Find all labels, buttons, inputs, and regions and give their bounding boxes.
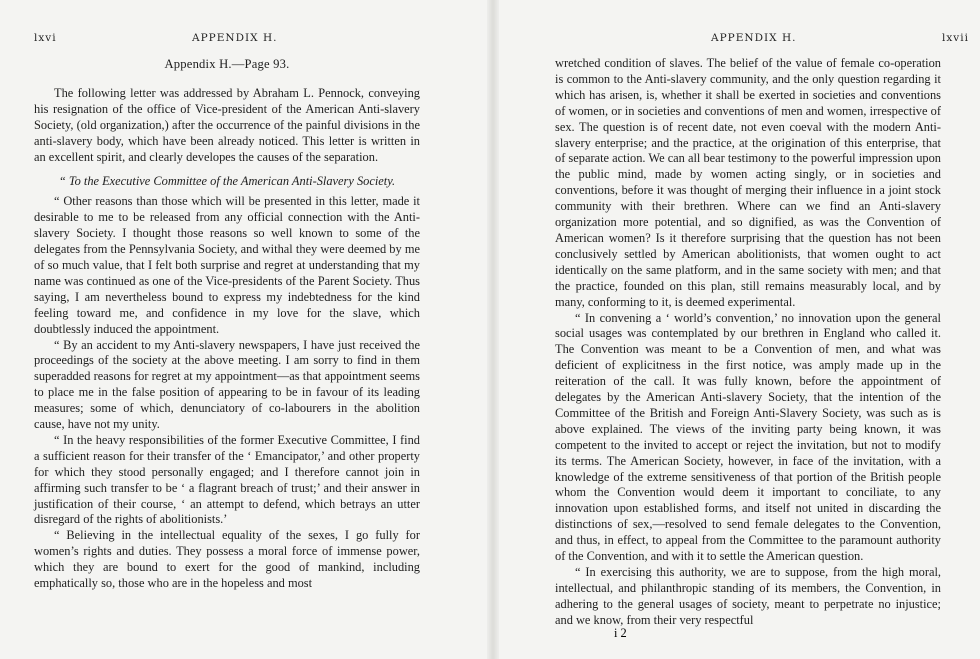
right-page xyxy=(499,0,980,659)
right-text-column xyxy=(555,56,941,629)
intro-paragraph: The following letter was addressed by Abraham L. Pennock, conveying his resignation of the office of Vice-president of the American Anti-slavery Society, (old organization,) after the occurrence of the painful divisions in the anti-slavery body, which have been already noticed. This letter is written in an excellent spirit, and clearly developes the causes of the separation. xyxy=(34,85,420,164)
left-page xyxy=(0,0,487,659)
left-running-head: APPENDIX H. xyxy=(192,32,278,44)
letter-paragraph: “ In exercising this authority, we are to suppose, from the high moral, intellectual, and philanthropic standing of its members, the Convention, in adhering to the general usages of society, meant to perpetrate no injustice; and we know, from their very respectful xyxy=(555,565,941,627)
signature-mark: i 2 xyxy=(614,626,627,640)
right-page-number: lxvii xyxy=(942,32,969,44)
letter-paragraph: “ In convening a ‘ world’s convention,’ no innovation upon the general social usages was contemplated by our brethren in England who called it. The Convention was meant to be a Convention of men, and what was deficient of explicitness in the first notice, was amply made up in the reiteration of the call. It was fully known, before the appointment of delegates by the American Anti-slavery Society, that the intention of the Committee of the British and Foreign Anti-Slavery Society, was such as is above explained. The views of the inviting party being known, it was competent to the invited to accept or reject the invitation, but not to modify its terms. The American Society, however, in face of the invitation, with a knowledge of the extreme sensitiveness of that portion of the British people whom the Convention would deem it important to conciliate, to any innovation upon established forms, and itself not united in discarding the distinctions of sex,—resolved to send female delegates to the Convention, and thus, in effect, to appeal from the Committee to the paramount authority of the Convention, and with it to settle the American question. xyxy=(555,310,941,564)
appendix-heading: Appendix H.—Page 93. xyxy=(164,57,290,71)
letter-paragraph: “ In the heavy responsibilities of the former Executive Committee, I find a sufficient reason for their transfer of the ‘ Emancipator,’ and other property for which they stood personally engaged; and I therefore cannot join in affirming such transfer to be ‘ a flagrant breach of trust;’ and their answer in justification of their course, ‘ an attempt to defend, which betrays an utter disregard of the rights of abolitionists.’ xyxy=(34,432,420,527)
letter-addressee: “ To the Executive Committee of the American Anti-Slavery Society. xyxy=(58,174,396,189)
right-running-head: APPENDIX H. xyxy=(711,32,797,44)
book-gutter xyxy=(487,0,499,659)
left-text-column xyxy=(34,57,420,592)
letter-paragraph: wretched condition of slaves. The belief of the value of female co-operation is common to the Anti-slavery community, and the only question regarding it which has arisen, is, whether it shall be exerted in societies and conventions of women, or in societies and conventions of men and women, irrespective of sex. The question is of recent date, not even coeval with the modern Anti-slavery enterprise; and the practice, at the origination of this enterprise, that of separate action. We can all bear testimony to the powerful impression upon the public mind, made by women acting singly, or in societies and conventions, before it was thought of merging their influence in a joint stock community with their brethren. Where can we find an Anti-slavery organization more potential, and so dignified, as was the Convention of American women? Is it therefore surprising that the question has not been conclusively settled by American abolitionists, that women ought to act identically on the same platform, and in the same society with men; and that the practice, founded on this plan, still remains measurably local, and by many, conforming to it, is deemed experimental. xyxy=(555,56,941,309)
left-page-number: lxvi xyxy=(34,32,57,44)
letter-paragraph: “ By an accident to my Anti-slavery newspapers, I have just received the proceedings of the society at the above meeting. I am sorry to find in them superadded reasons for regret at my appointment—as that appointment seems to place me in the false position of appearing to be in favour of its leading measures; some of which, denunciatory of co-labourers in the abolition cause, have not my unity. xyxy=(34,337,420,432)
letter-paragraph: “ Believing in the intellectual equality of the sexes, I go fully for women’s rights and duties. They possess a moral force of immense power, which they are bound to exert for the good of mankind, including emphatically so, those who are in the hopeless and most xyxy=(34,528,420,591)
letter-paragraph: “ Other reasons than those which will be presented in this letter, made it desirable to me to be released from any official connection with the Anti-slavery Society. I thought those reasons so well known to some of the delegates from the Pennsylvania Society, and withal they were deemed by me of so much value, that I felt both surprise and regret at understanding that my name was continued as one of the Vice-presidents of the Parent Society. Thus saying, I am nevertheless bound to express my indebtedness for the kind feeling toward me, and confidence in my love for the slave, which doubtlessly induced the appointment. xyxy=(34,194,420,336)
